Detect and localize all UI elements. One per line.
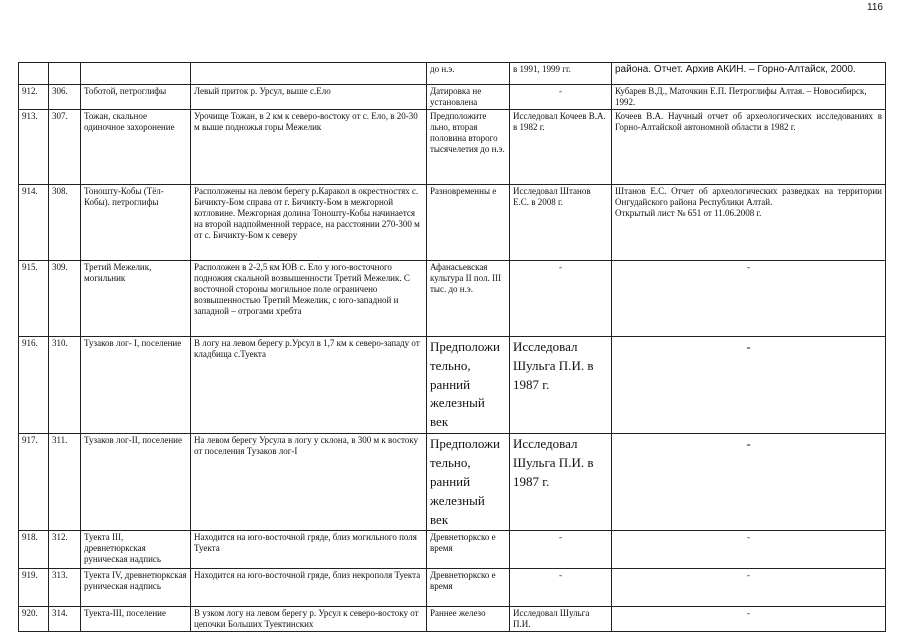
row-subnumber: 309. <box>49 260 81 336</box>
monument-name: Туекта-III, поселение <box>81 607 191 632</box>
row-subnumber: 307. <box>49 109 81 184</box>
researcher: - <box>510 85 612 110</box>
monument-name: Тоношту-Кобы (Тёл-Кобы). петроглифы <box>81 184 191 260</box>
table-row <box>19 607 886 632</box>
monument-name: Туекта IV, древнетюркская руническая надпись <box>81 569 191 607</box>
dating: до н.э. <box>427 63 510 85</box>
row-number: 915. <box>19 260 49 336</box>
table-row <box>19 336 886 433</box>
row-number <box>19 63 49 85</box>
dating: Разновременны е <box>427 184 510 260</box>
source-reference <box>612 184 886 260</box>
source-reference: района. Отчет. Архив АКИН. – Горно-Алтайск, 2000. <box>612 63 886 85</box>
table-row <box>19 109 886 184</box>
location-description: Урочище Тожан, в 2 км к северо-востоку от с. Ело, в 20-30 м выше подножья горы Межелик <box>191 109 427 184</box>
researcher: Исследовал Кочеев В.А. в 1982 г. <box>510 109 612 184</box>
row-subnumber <box>49 63 81 85</box>
row-subnumber: 312. <box>49 531 81 569</box>
source-reference: Кочеев В.А. Научный отчет об археологических исследованиях в Горно-Алтайской автономной области в 1982 г. <box>612 109 886 184</box>
monument-name: Тожан, скальное одиночное захоронение <box>81 109 191 184</box>
row-subnumber: 313. <box>49 569 81 607</box>
table-row <box>19 63 886 85</box>
location-description: В узком логу на левом берегу р. Урсул к северо-востоку от цепочки Больших Туектинских <box>191 607 427 632</box>
row-number: 918. <box>19 531 49 569</box>
monument-name: Туекта III, древнетюркская руническая надпись <box>81 531 191 569</box>
monument-name: Тоботой, петроглифы <box>81 85 191 110</box>
table-row <box>19 184 886 260</box>
row-subnumber: 310. <box>49 336 81 433</box>
researcher: - <box>510 260 612 336</box>
monument-name: Тузаков лог- I, поселение <box>81 336 191 433</box>
source-reference: - <box>612 434 886 531</box>
row-number: 916. <box>19 336 49 433</box>
table-row <box>19 569 886 607</box>
dating: Предположите льно, вторая половина второго тысячелетия до н.э. <box>427 109 510 184</box>
row-subnumber: 314. <box>49 607 81 632</box>
table-row <box>19 85 886 110</box>
row-number: 912. <box>19 85 49 110</box>
row-subnumber: 308. <box>49 184 81 260</box>
researcher: - <box>510 569 612 607</box>
researcher: Исследовал Шульга П.И. <box>510 607 612 632</box>
monuments-table <box>18 62 886 632</box>
source-reference: - <box>612 569 886 607</box>
source-reference: - <box>612 260 886 336</box>
location-description: Расположены на левом берегу р.Каракол в окрестностях с. Бичикту-Бом справа от г. Бичикту-Бом в межгорной котловине. Межгорная долина Тоношту-Кобы начинается на второй надпойменной террасе, на расстоянии 270-300 м от с. Бичикту-Бом к северу <box>191 184 427 260</box>
location-description <box>191 63 427 85</box>
dating: Предположи тельно, ранний железный век <box>427 434 510 531</box>
researcher: Исследовал Шульга П.И. в 1987 г. <box>510 434 612 531</box>
row-subnumber: 306. <box>49 85 81 110</box>
researcher: Исследовал Штанов Е.С. в 2008 г. <box>510 184 612 260</box>
location-description: На левом берегу Урсула в логу у склона, в 300 м к востоку от поселения Тузаков лог-I <box>191 434 427 531</box>
location-description: В логу на левом берегу р.Урсул в 1,7 км к северо-западу от кладбища с.Туекта <box>191 336 427 433</box>
monument-name: Тузаков лог-II, поселение <box>81 434 191 531</box>
source-reference: - <box>612 607 886 632</box>
table-row <box>19 260 886 336</box>
table-row <box>19 434 886 531</box>
row-number: 917. <box>19 434 49 531</box>
dating: Древнетюркско е время <box>427 569 510 607</box>
dating: Афанасьевская культура II пол. III тыс. до н.э. <box>427 260 510 336</box>
source-reference: Кубарев В.Д., Маточкин Е.П. Петроглифы Алтая. – Новосибирск, 1992. <box>612 85 886 110</box>
table-row <box>19 531 886 569</box>
location-description: Находится на юго-восточной гряде, близ некрополя Туекта <box>191 569 427 607</box>
row-number: 914. <box>19 184 49 260</box>
location-description: Расположен в 2-2,5 км ЮВ с. Ело у юго-восточного подножия скальной возвышенности Третий Межелик. С восточной стороны могильное поле ограничено возвышенностью Третий Межелик, с юго-западной и западной – отрогами хребта <box>191 260 427 336</box>
researcher: - <box>510 531 612 569</box>
row-subnumber: 311. <box>49 434 81 531</box>
dating: Датировка не установлена <box>427 85 510 110</box>
source-reference-text: Штанов Е.С. Отчет об археологических разведках на территории Онгудайского района Республики Алтай. <box>615 185 882 207</box>
researcher: Исследовал Шульга П.И. в 1987 г. <box>510 336 612 433</box>
dating: Предположи тельно, ранний железный век <box>427 336 510 433</box>
researcher: в 1991, 1999 гг. <box>510 63 612 85</box>
monument-name <box>81 63 191 85</box>
row-number: 919. <box>19 569 49 607</box>
source-reference: - <box>612 336 886 433</box>
dating: Раннее железо <box>427 607 510 632</box>
dating: Древнетюркско е время <box>427 531 510 569</box>
monument-name: Третий Межелик, могильник <box>81 260 191 336</box>
source-reference: - <box>612 531 886 569</box>
location-description: Находится на юго-восточной гряде, близ могильного поля Туекта <box>191 531 427 569</box>
permit-reference: Открытый лист № 651 от 11.06.2008 г. <box>615 207 762 218</box>
row-number: 913. <box>19 109 49 184</box>
location-description: Левый приток р. Урсул, выше с.Ело <box>191 85 427 110</box>
page-number: 116 <box>867 2 883 13</box>
row-number: 920. <box>19 607 49 632</box>
